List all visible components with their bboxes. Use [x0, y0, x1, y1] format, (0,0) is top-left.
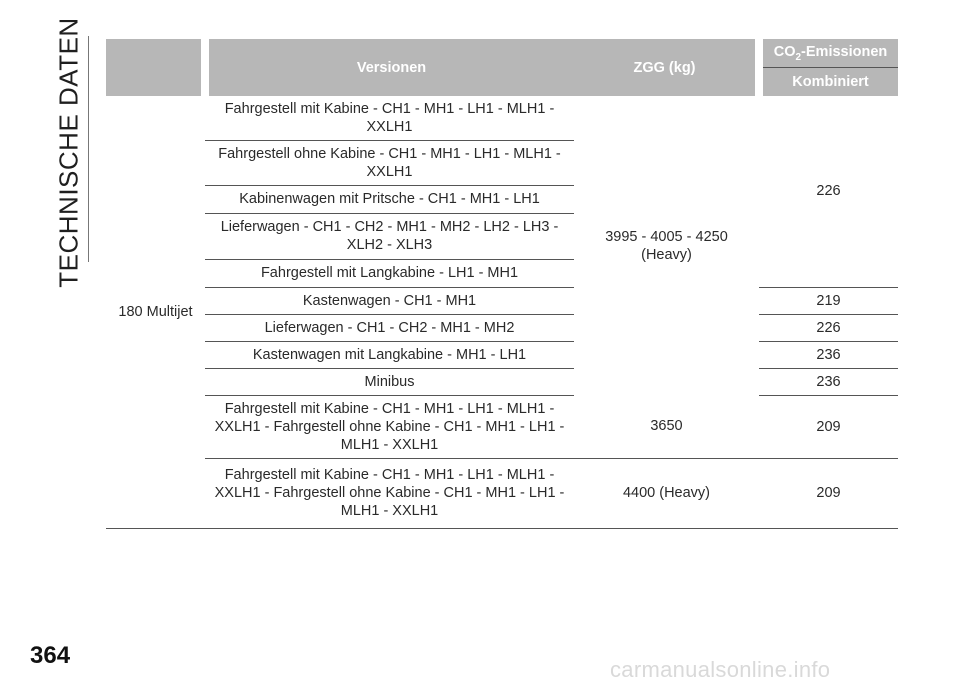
emission-cell: 209: [759, 458, 898, 528]
table-row: [106, 96, 898, 140]
model-cell: 180 Multijet: [106, 96, 205, 528]
table-row: [106, 395, 898, 458]
version-cell: Lieferwagen - CH1 - CH2 - MH1 - MH2 - LH2 - LH3 - XLH2 - XLH3: [205, 213, 574, 259]
emissions-table: [106, 39, 898, 529]
section-divider: [88, 36, 89, 262]
emission-cell: 226: [759, 314, 898, 341]
version-cell: Kastenwagen mit Langkabine - MH1 - LH1: [205, 341, 574, 368]
version-cell: Lieferwagen - CH1 - CH2 - MH1 - MH2: [205, 314, 574, 341]
section-title: [52, 16, 86, 288]
zgg-cell: 3650: [574, 395, 759, 458]
version-cell: Fahrgestell mit Kabine - CH1 - MH1 - LH1 - MLH1 - XXLH1: [205, 96, 574, 140]
header-combined: Kombiniert: [759, 68, 898, 97]
header-model-cell: [106, 39, 205, 96]
version-cell: Fahrgestell mit Kabine - CH1 - MH1 - LH1 - MLH1 - XXLH1 - Fahrgestell ohne Kabine - CH1 - MH1 - LH1 - MLH1 - XXLH1: [205, 458, 574, 528]
watermark: carmanualsonline.info: [610, 657, 831, 682]
emission-cell: 236: [759, 341, 898, 368]
co2-suffix: -Emissionen: [801, 43, 888, 60]
table-row: [106, 314, 898, 341]
co2-prefix: CO: [773, 43, 796, 60]
version-cell: Fahrgestell ohne Kabine - CH1 - MH1 - LH1 - MLH1 - XXLH1: [205, 140, 574, 185]
co2-subscript: 2: [795, 51, 802, 63]
table-row: [106, 341, 898, 368]
header-zgg: ZGG (kg): [574, 39, 759, 96]
header-versions: Versionen: [205, 39, 574, 96]
emission-cell: 219: [759, 287, 898, 314]
header-co2-emissions: [759, 39, 898, 68]
section-title-text: TECHNISCHE DATEN: [53, 16, 84, 288]
table-row: [106, 368, 898, 395]
emission-cell: 209: [759, 395, 898, 458]
emission-cell: 236: [759, 368, 898, 395]
header-row: [106, 39, 898, 68]
version-cell: Minibus: [205, 368, 574, 395]
emission-group-cell: 226: [759, 96, 898, 287]
version-cell: Kastenwagen - CH1 - MH1: [205, 287, 574, 314]
table-row: [106, 287, 898, 314]
page-number: 364: [30, 642, 71, 669]
version-cell: Kabinenwagen mit Pritsche - CH1 - MH1 - LH1: [205, 185, 574, 213]
zgg-group-cell: 3995 - 4005 - 4250 (Heavy): [605, 228, 728, 263]
table-row: [106, 458, 898, 528]
version-cell: Fahrgestell mit Kabine - CH1 - MH1 - LH1 - MLH1 - XXLH1 - Fahrgestell ohne Kabine - CH1 - MH1 - LH1 - MLH1 - XXLH1: [205, 395, 574, 458]
zgg-cell: 4400 (Heavy): [574, 458, 759, 528]
version-cell: Fahrgestell mit Langkabine - LH1 - MH1: [205, 259, 574, 287]
